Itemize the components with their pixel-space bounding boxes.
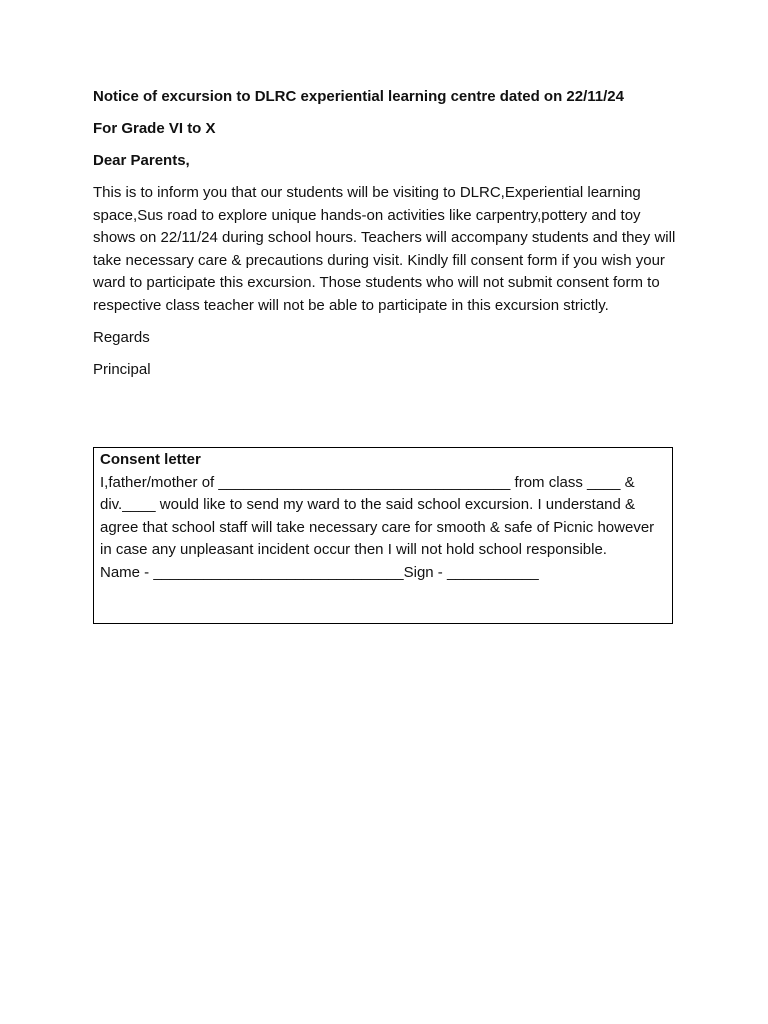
consent-title: Consent letter <box>100 451 201 468</box>
consent-letter-box <box>93 447 673 624</box>
signatory: Principal <box>93 361 151 378</box>
notice-document <box>93 86 678 391</box>
regards: Regards <box>93 329 150 346</box>
consent-sign-line: Name - ______________________________Sign - ___________ <box>100 563 539 581</box>
consent-text: I,father/mother of ___________________________________ from class ____ & div.____ would like to send my ward to the said school excursion. I understand & agree that school staff will take necessary care for smooth & safe of Picnic however in case any unpleasant incident occur then I will not hold school responsible. <box>100 473 655 558</box>
notice-title: Notice of excursion to DLRC experiential learning centre dated on 22/11/24 <box>93 88 624 105</box>
salutation: Dear Parents, <box>93 152 190 169</box>
notice-body: This is to inform you that our students will be visiting to DLRC,Experiential learning space,Sus road to explore unique hands-on activities like carpentry,pottery and toy shows on 22/11/24 during school hours. Teachers will accompany students and they will take necessary care & precautions during visit. Kindly fill consent form if you wish your ward to participate this excursion. Those students who will not submit consent form to respective class teacher will not be able to participate in this excursion strictly. <box>93 184 676 314</box>
grade-line: For Grade VI to X <box>93 120 216 137</box>
